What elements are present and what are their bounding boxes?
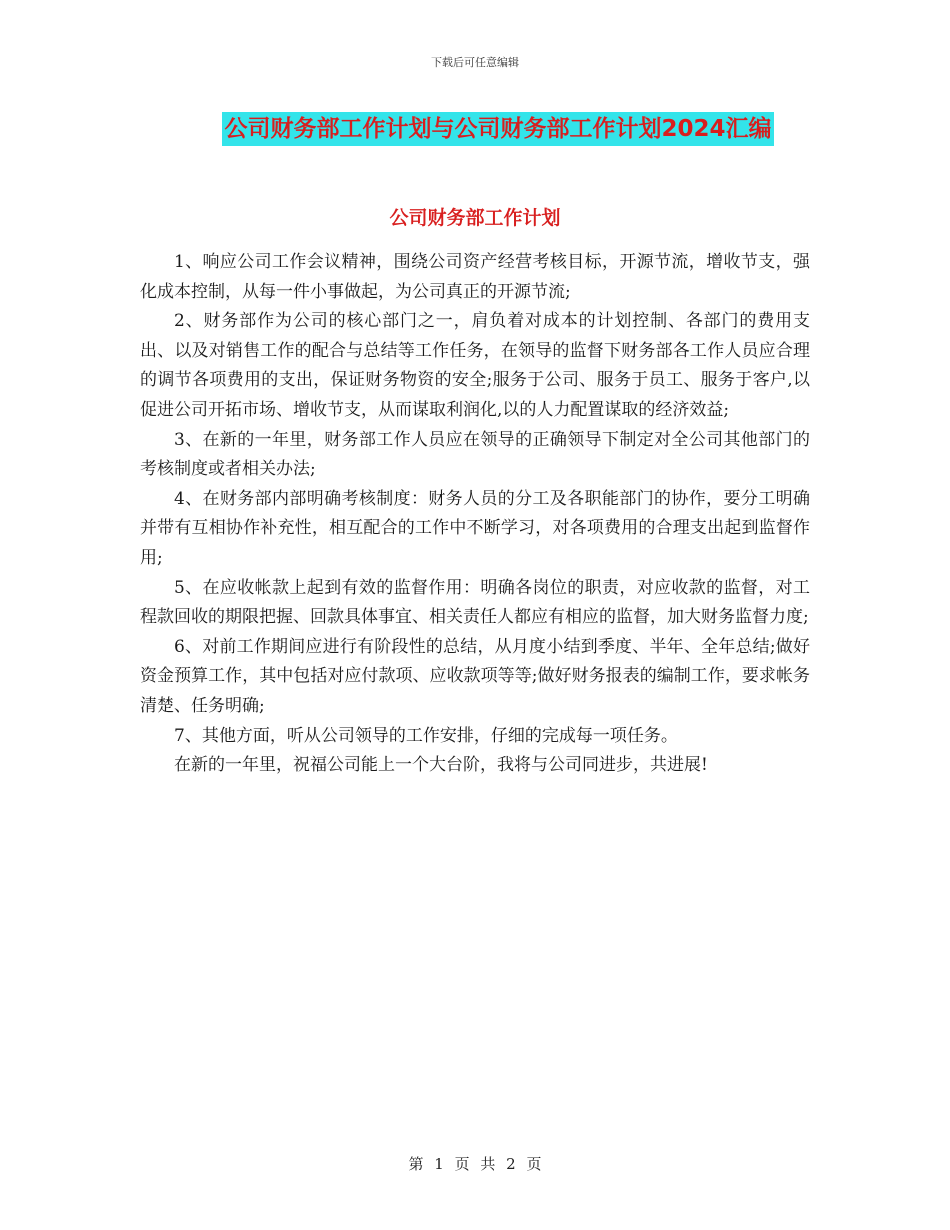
page-header-note: 下载后可任意编辑 [431,56,519,69]
document-title: 公司财务部工作计划与公司财务部工作计划2024汇编 [222,112,773,146]
section-title: 公司财务部工作计划 [389,207,561,229]
paragraph-closing: 在新的一年里，祝福公司能上一个大台阶，我将与公司同进步，共进展! [174,755,708,776]
document-title-container [0,112,950,146]
paragraph-4: 4、在财务部内部明确考核制度：财务人员的分工及各职能部门的协作，要分工明确并带有互相协作补充性，相互配合的工作中不断学习，对各项费用的合理支出起到监督作用; [140,488,810,568]
document-body [140,248,810,781]
paragraph-2: 2、财务部作为公司的核心部门之一，肩负着对成本的计划控制、各部门的费用支出、以及对销售工作的配合与总结等工作任务，在领导的监督下财务部各工作人员应合理的调节各项费用的支出，保证财务物资的安全;服务于公司、服务于员工、服务于客户,以促进公司开拓市场、增收节支，从而谋取利润化,以的人力配置谋取的经济效益; [140,311,810,420]
page-number-footer: 第 1 页 共 2 页 [408,1155,542,1173]
paragraph-3: 3、在新的一年里，财务部工作人员应在领导的正确领导下制定对全公司其他部门的考核制度或者相关办法; [140,429,810,480]
paragraph-1: 1、响应公司工作会议精神，围绕公司资产经营考核目标，开源节流，增收节支，强化成本控制，从每一件小事做起，为公司真正的开源节流; [140,252,810,302]
paragraph-5: 5、在应收帐款上起到有效的监督作用：明确各岗位的职责，对应收款的监督，对工程款回收的期限把握、回款具体事宜、相关责任人都应有相应的监督，加大财务监督力度; [140,577,810,628]
paragraph-6: 6、对前工作期间应进行有阶段性的总结，从月度小结到季度、半年、全年总结;做好资金预算工作，其中包括对应付款项、应收款项等等;做好财务报表的编制工作，要求帐务清楚、任务明确; [140,636,810,716]
paragraph-7: 7、其他方面，听从公司领导的工作安排，仔细的完成每一项任务。 [174,725,678,746]
